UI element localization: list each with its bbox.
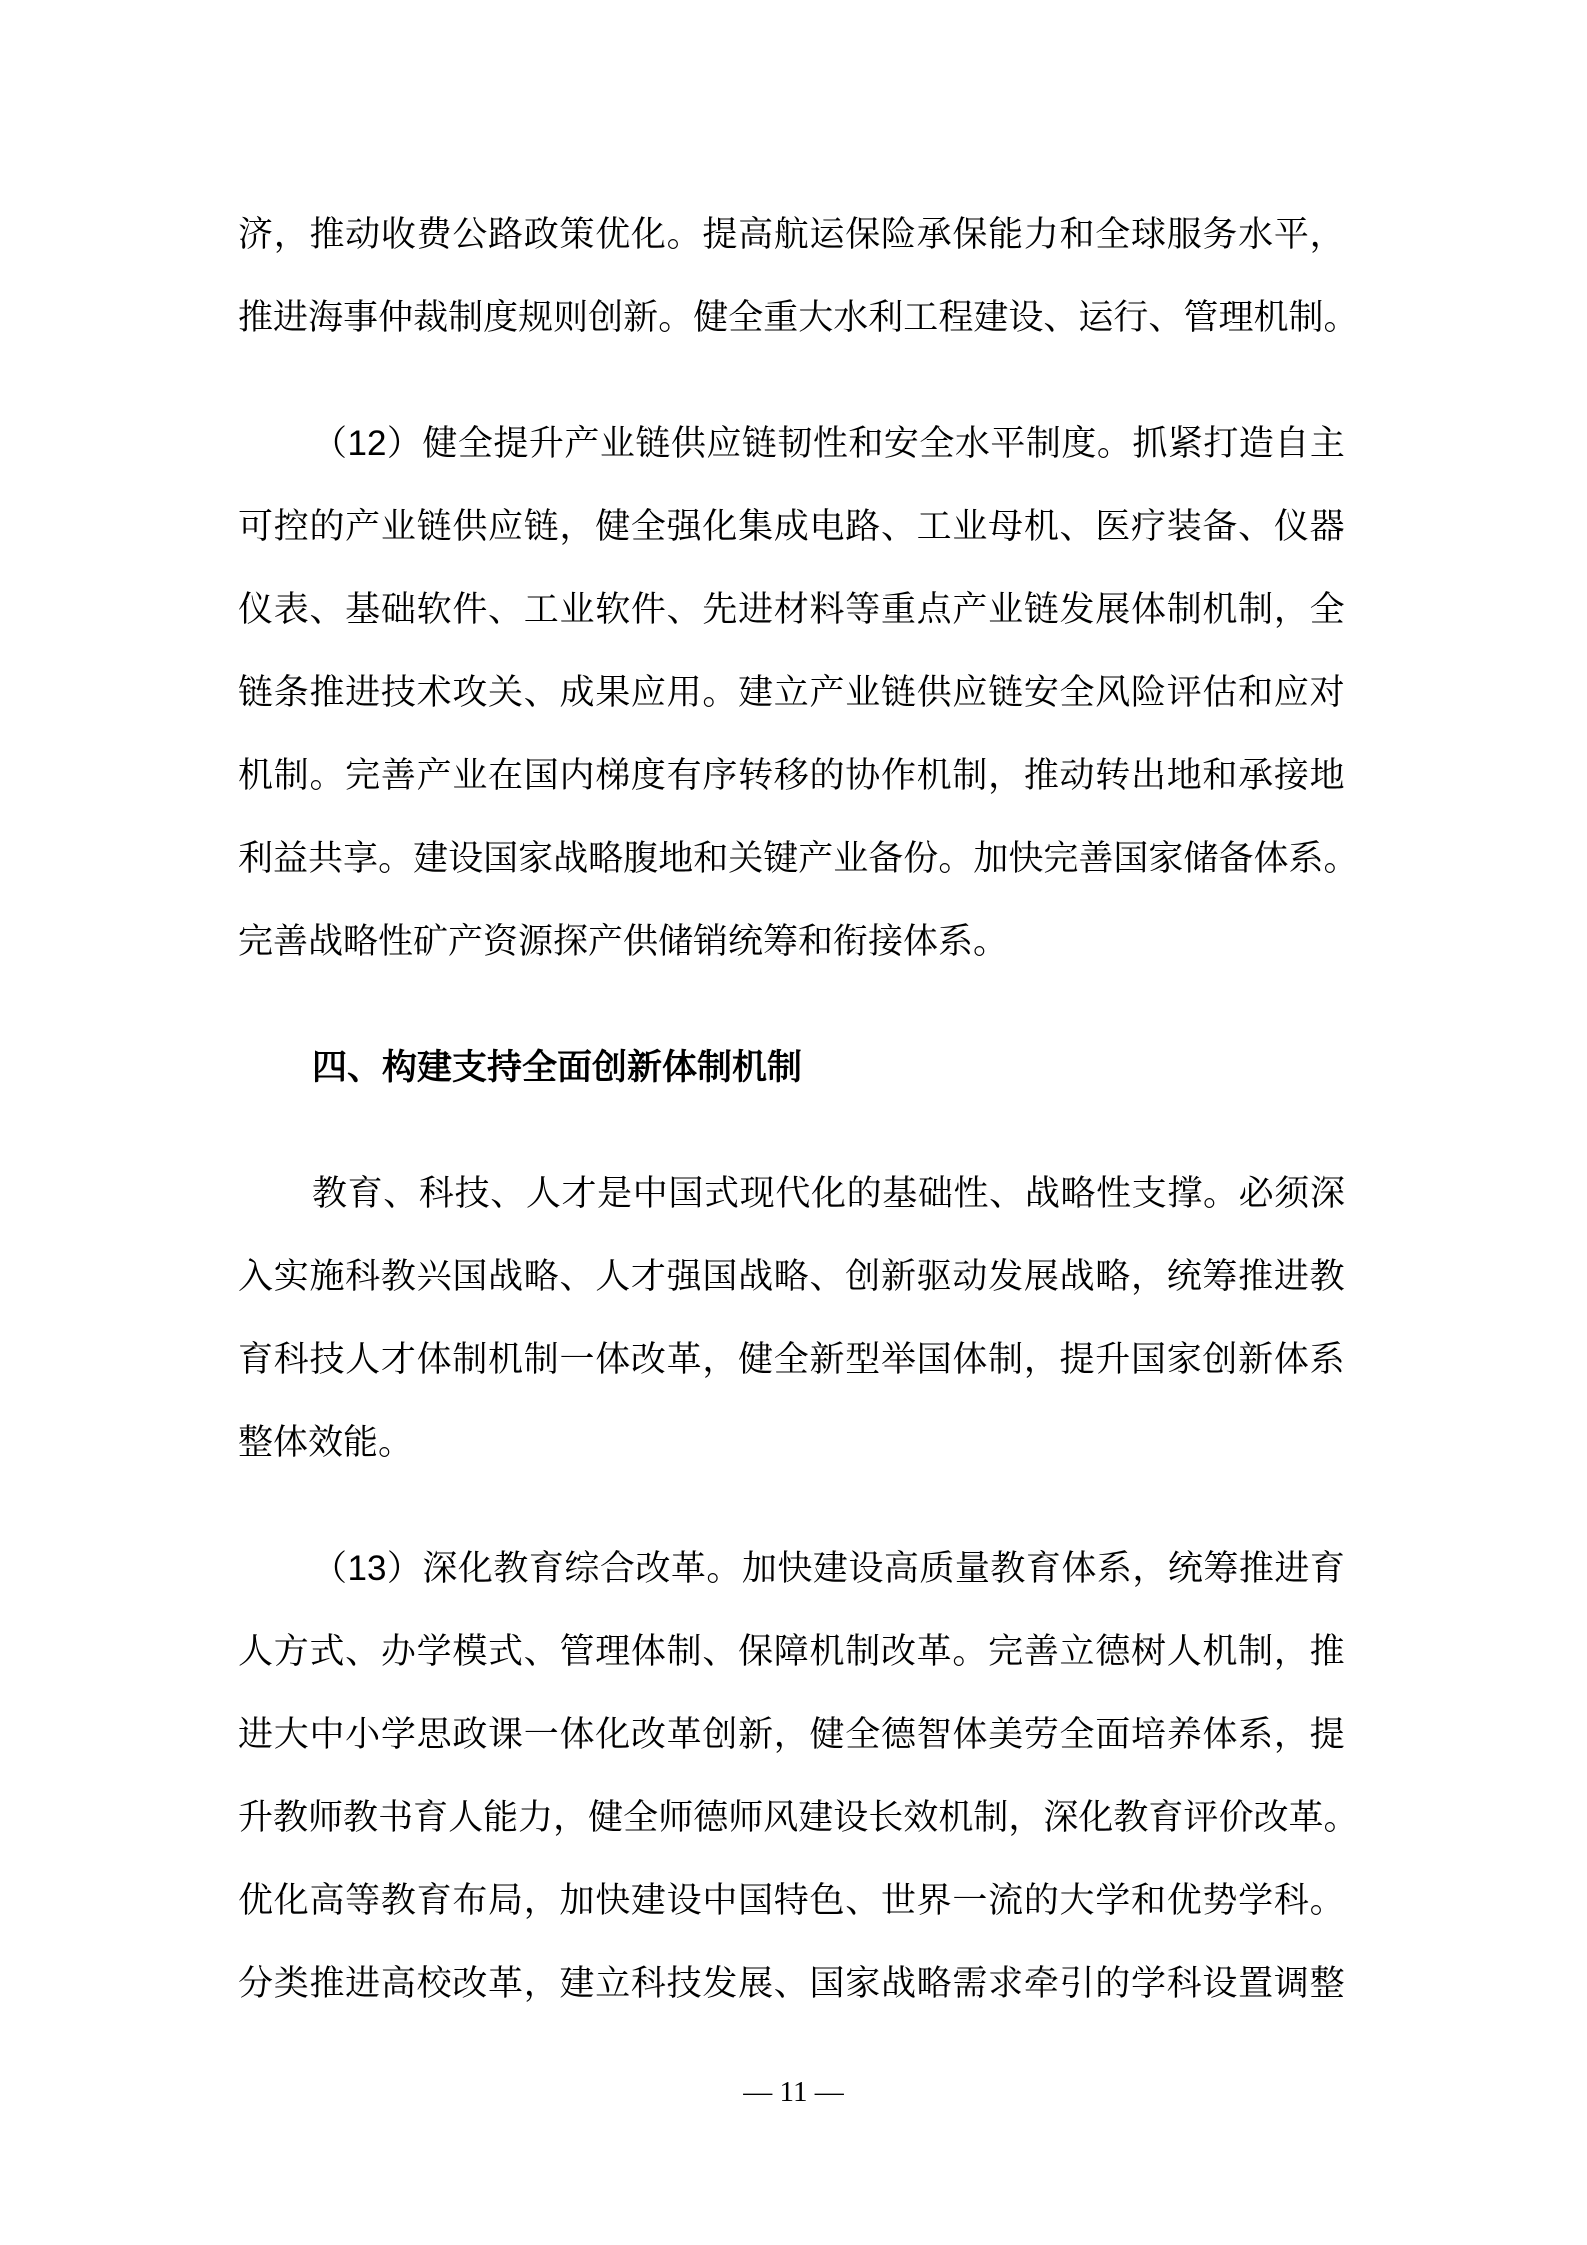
text-line: 分 类 推 进 高 校 改 革 ， 建 立 科 技 发 展 、 国 家 战 略 需 求 牵 引 的 学 科 设 置 调 整 xyxy=(238,1964,1345,2003)
text-line: 链 条 推 进 技 术 攻 关 、 成 果 应 用 。 建 立 产 业 链 供 应 链 安 全 风 险 评 估 和 应 对 xyxy=(238,673,1345,712)
text-line: 仪 表 、 基 础 软 件 、 工 业 软 件 、 先 进 材 料 等 重 点 产 业 链 发 展 体 制 机 制 ， 全 xyxy=(238,590,1345,629)
text-line: 育 科 技 人 才 体 制 机 制 一 体 改 革 ， 健 全 新 型 举 国 体 制 ， 提 升 国 家 创 新 体 系 xyxy=(238,1340,1345,1379)
text-line: 四、构建支持全面创新体制机制 xyxy=(312,1048,803,1087)
text-line: 完善战略性矿产资源探产供储销统筹和衔接体系。 xyxy=(238,922,1009,961)
text-line: 可 控 的 产 业 链 供 应 链 ， 健 全 强 化 集 成 电 路 、 工 业 母 机 、 医 疗 装 备 、 仪 器 xyxy=(238,507,1345,546)
text-line: 入 实 施 科 教 兴 国 战 略 、 人 才 强 国 战 略 、 创 新 驱 动 发 展 战 略 ， 统 筹 推 进 教 xyxy=(238,1257,1345,1296)
text-line: 人 方 式 、 办 学 模 式 、 管 理 体 制 、 保 障 机 制 改 革 。 完 善 立 德 树 人 机 制 ， 推 xyxy=(238,1632,1345,1671)
text-line: 整体效能。 xyxy=(238,1423,414,1462)
document-body xyxy=(238,193,1359,2068)
text-line: （ 13 ） 深 化 教 育 综 合 改 革 。 加 快 建 设 高 质 量 教 育 体 系 ， 统 筹 推 进 育 xyxy=(312,1549,1345,1588)
text-line: 济 ， 推 动 收 费 公 路 政 策 优 化 。 提 高 航 运 保 险 承 保 能 力 和 全 球 服 务 水 平 ， xyxy=(238,215,1345,254)
section-heading-4 xyxy=(238,1026,1345,1109)
paragraph-continued-from-previous-page xyxy=(238,193,1359,359)
text-line: 利 益 共 享 。 建 设 国 家 战 略 腹 地 和 关 键 产 业 备 份 。 加 快 完 善 国 家 储 备 体 系 。 xyxy=(238,839,1359,878)
text-line: （ 12 ） 健 全 提 升 产 业 链 供 应 链 韧 性 和 安 全 水 平 制 度 。 抓 紧 打 造 自 主 xyxy=(312,424,1345,463)
paragraph-item-13 xyxy=(238,1527,1359,2025)
text-line: 优 化 高 等 教 育 布 局 ， 加 快 建 设 中 国 特 色 、 世 界 一 流 的 大 学 和 优 势 学 科 。 xyxy=(238,1881,1345,1920)
text-line: 升 教 师 教 书 育 人 能 力 ， 健 全 师 德 师 风 建 设 长 效 机 制 ， 深 化 教 育 评 价 改 革 。 xyxy=(238,1798,1359,1837)
text-line: 进 大 中 小 学 思 政 课 一 体 化 改 革 创 新 ， 健 全 德 智 体 美 劳 全 面 培 养 体 系 ， 提 xyxy=(238,1715,1345,1754)
paragraph-item-12 xyxy=(238,402,1359,983)
page-footer xyxy=(0,2076,1587,2109)
text-line: 机 制 。 完 善 产 业 在 国 内 梯 度 有 序 转 移 的 协 作 机 制 ， 推 动 转 出 地 和 承 接 地 xyxy=(238,756,1345,795)
text-line: 教 育 、 科 技 、 人 才 是 中 国 式 现 代 化 的 基 础 性 、 战 略 性 支 撑 。 必 须 深 xyxy=(312,1174,1345,1213)
paragraph-section-4-intro xyxy=(238,1152,1345,1484)
page-number: — 11 — xyxy=(743,2076,844,2108)
text-line: 推 进 海 事 仲 裁 制 度 规 则 创 新 。 健 全 重 大 水 利 工 程 建 设 、 运 行 、 管 理 机 制 。 xyxy=(238,298,1359,337)
